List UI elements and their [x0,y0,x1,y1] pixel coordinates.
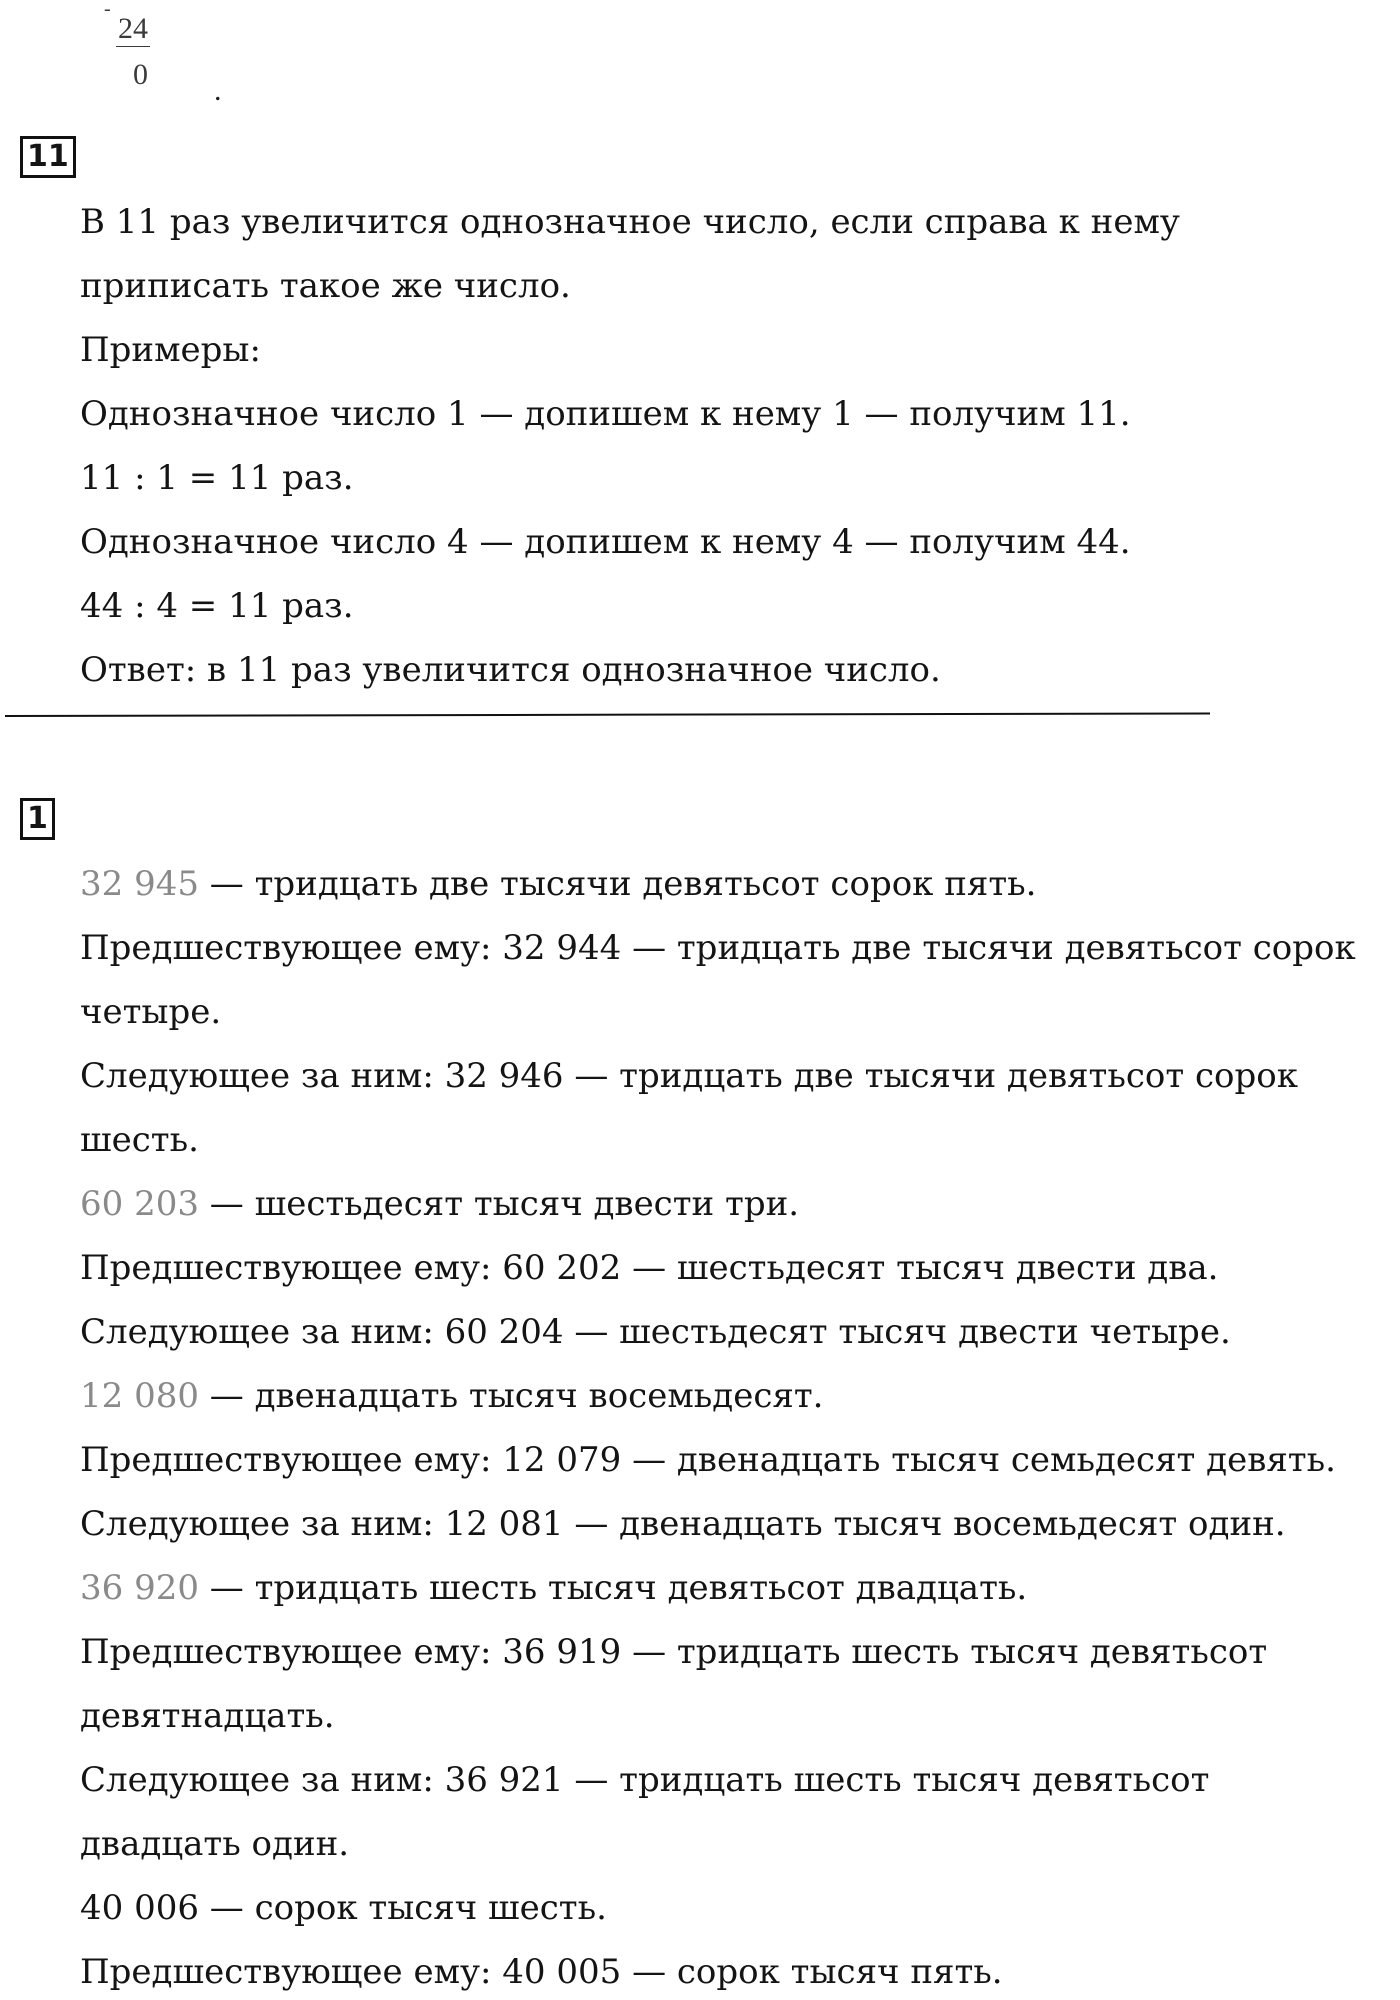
fraction-numerator: 24 [118,12,148,45]
stray-dot: . [214,74,222,107]
task11-line-3: Примеры: [80,330,261,370]
task11-line-5: 11 : 1 = 11 раз. [80,458,354,498]
task1-line-9 [80,1376,823,1416]
highlighted-number: 12 080 [80,1376,199,1416]
task1-line-14: девятнадцать. [80,1696,335,1736]
task1-line-10: Предшествующее ему: 12 079 — двенадцать тысяч семьдесят девять. [80,1440,1336,1480]
task11-line-2: приписать такое же число. [80,266,571,306]
highlighted-number: 60 203 [80,1184,199,1224]
task1-line-8: Следующее за ним: 60 204 — шестьдесят тысяч двести четыре. [80,1312,1231,1352]
task1-line-13: Предшествующее ему: 36 919 — тридцать шесть тысяч девятьсот [80,1632,1268,1672]
task1-line-6 [80,1184,799,1224]
task1-line-18: Предшествующее ему: 40 005 — сорок тысяч пять. [80,1952,1003,1992]
task1-line-11: Следующее за ним: 12 081 — двенадцать тысяч восемьдесят один. [80,1504,1286,1544]
task1-line-15: Следующее за ним: 36 921 — тридцать шесть тысяч девятьсот [80,1760,1210,1800]
line-text: — шестьдесят тысяч двести три. [198,1184,800,1224]
line-text: — тридцать две тысячи девятьсот сорок пять. [198,864,1037,904]
task11-answer: Ответ: в 11 раз увеличится однозначное число. [80,650,941,690]
task1-line-12 [80,1568,1027,1608]
fraction-minus: - [104,0,111,20]
task11-line-7: 44 : 4 = 11 раз. [80,586,354,626]
task1-line-5: шесть. [80,1120,199,1160]
task11-line-1: В 11 раз увеличится однозначное число, если справа к нему [80,202,1180,242]
task-number-1: 1 [20,798,55,840]
task-number-11: 11 [20,136,76,178]
task1-line-2: Предшествующее ему: 32 944 — тридцать две тысячи девятьсот сорок [80,928,1356,968]
task1-line-7: Предшествующее ему: 60 202 — шестьдесят тысяч двести два. [80,1248,1219,1288]
line-text: — двенадцать тысяч восемьдесят. [198,1376,824,1416]
task1-line-1 [80,864,1036,904]
fraction-denominator: 0 [133,58,148,91]
line-text: — тридцать шесть тысяч девятьсот двадцать. [198,1568,1028,1608]
highlighted-number: 32 945 [80,864,199,904]
task1-line-16: двадцать один. [80,1824,350,1864]
task1-line-4: Следующее за ним: 32 946 — тридцать две тысячи девятьсот сорок [80,1056,1299,1096]
task11-line-4: Однозначное число 1 — допишем к нему 1 — получим 11. [80,394,1131,434]
task11-line-6: Однозначное число 4 — допишем к нему 4 — получим 44. [80,522,1131,562]
section-divider [5,712,1210,717]
task1-line-17: 40 006 — сорок тысяч шесть. [80,1888,607,1928]
task1-line-3: четыре. [80,992,222,1032]
highlighted-number: 36 920 [80,1568,199,1608]
